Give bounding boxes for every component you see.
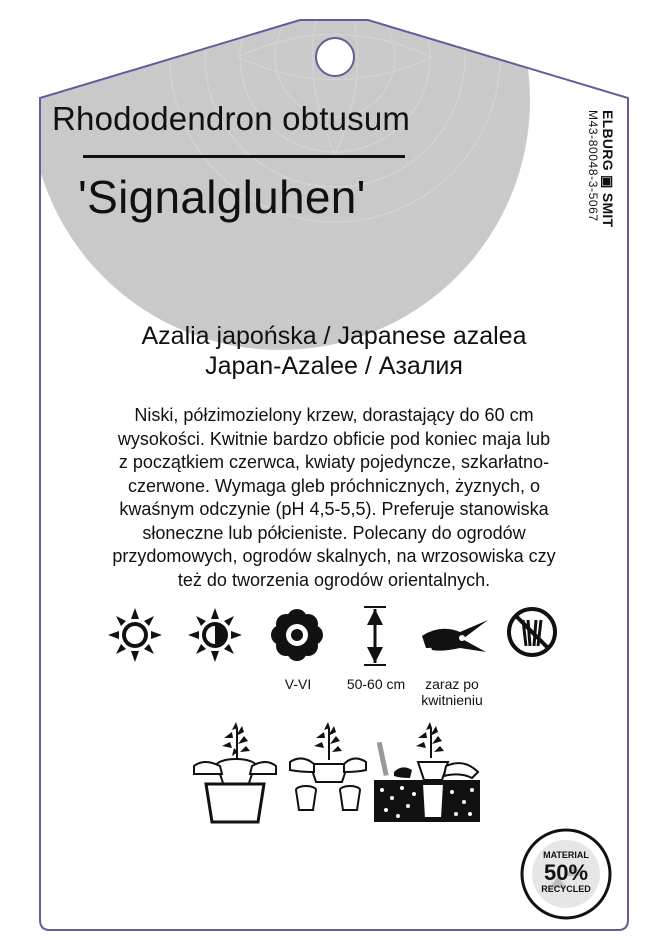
common-names-line-2: Japan-Azalee / Азалия — [205, 352, 463, 380]
common-names-line-1: Azalia japońska / Japanese azalea — [141, 322, 527, 350]
half-shade-icon — [186, 606, 244, 664]
pruning-caption — [410, 676, 494, 708]
badge-percent-text: 50% — [543, 860, 589, 885]
sun-icon — [106, 606, 164, 664]
description-line: słoneczne lub półcieniste. Polecany do ogrodów — [142, 522, 526, 543]
recycled-material-badge — [520, 828, 612, 920]
description-line: kwaśnym odczynie (pH 4,5-5,5). Preferuje stanowiska — [119, 499, 549, 519]
height-arrow-icon — [360, 605, 390, 667]
pruning-caption-line: zaraz po — [425, 676, 479, 692]
pruning-caption-line: kwitnieniu — [421, 692, 483, 708]
no-cutting-icon — [506, 606, 558, 658]
vertical-brand-block — [586, 100, 618, 250]
title-divider — [83, 155, 405, 158]
flower-icon — [268, 606, 326, 664]
badge-recycled-text: RECYCLED — [541, 884, 591, 894]
cultivar-name: 'Signalgluhen' — [78, 171, 366, 223]
description — [62, 404, 606, 592]
planting-step-soil-icon — [372, 718, 482, 826]
description-line: Niski, półzimozielony krzew, dorastający do 60 cm — [134, 405, 534, 425]
badge-material-text: MATERIAL — [543, 850, 589, 860]
description-line: przydomowych, ogrodów skalnych, na wrzosowiska czy — [112, 546, 556, 566]
height-caption: 50-60 cm — [346, 676, 406, 692]
description-line: czerwone. Wymaga gleb próchnicznych, żyznych, o — [127, 475, 541, 496]
hanging-hole — [315, 37, 355, 77]
flower-caption: V-VI — [284, 676, 312, 692]
description-line: wysokości. Kwitnie bardzo obficie pod koniec maja lub — [117, 428, 551, 449]
planting-step-pot-icon — [192, 718, 278, 826]
description-line: z początkiem czerwca, kwiaty pojedyncze, szkarłatno- — [118, 452, 550, 472]
product-code: M43-80048-3-5067 — [586, 110, 600, 222]
planting-step-water-icon — [288, 718, 368, 814]
brand-name: ELBURG ▣ SMIT — [600, 110, 616, 228]
latin-name: Rhododendron obtusum — [52, 100, 411, 137]
pruning-shears-icon — [420, 618, 490, 656]
description-line: też do tworzenia ogrodów orientalnych. — [177, 569, 491, 590]
